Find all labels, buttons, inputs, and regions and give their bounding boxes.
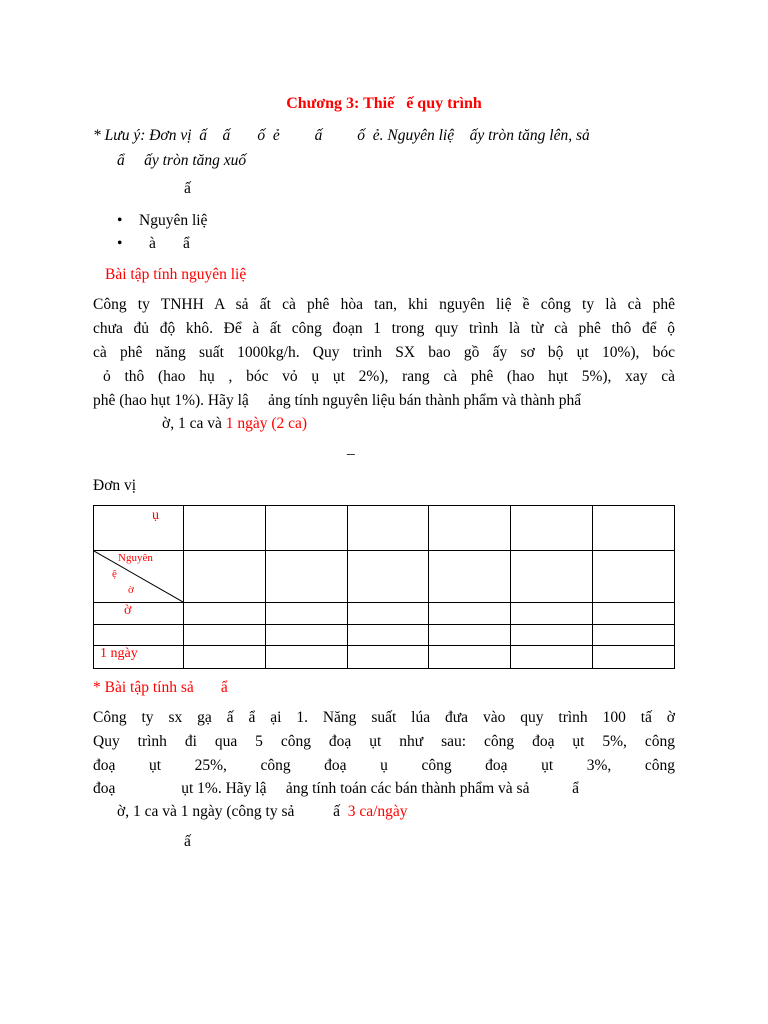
table-cell [511,506,593,551]
row-label-day: 1 ngày [94,646,184,669]
bullet-item-2: à ẩ [149,235,190,252]
diag-label-mid: ệ [112,568,117,580]
exercise1-line-1: Công ty TNHH A sả ất cà phê hòa tan, khi nguyên liệ ề công ty là cà phê [93,296,675,313]
table-cell [184,646,266,669]
row-label-hour: ờ [94,603,184,625]
table-cell [347,551,429,603]
exercise1-line-4: ỏ thô (hao hụ , bóc vỏ ụ ụt 2%), rang cà phê (hao hụt 5%), xay cà [103,368,675,385]
exercise2-line-5: ờ, 1 ca và 1 ngày (công ty sả ấ 3 ca/ngày [117,803,408,820]
exercise2-line-1: Công ty sx gạ ấ ẩ ại 1. Năng suất lúa đưa vào quy trình 100 tấ ờ [93,709,675,726]
table-cell [429,551,511,603]
row-label-shift [94,625,184,646]
data-table [93,505,675,669]
exercise2-line-3: đoạ ụt 25%, công đoạ ụ công đoạ ụt 3%, công [93,757,675,774]
exercise2-line-2: Quy trình đi qua 5 công đoạ ụt như sau: công đoạ ụt 5%, công [93,733,675,750]
exercise1-highlight: 1 ngày (2 ca) [225,415,308,432]
exercise1-line-5: phê (hao hụt 1%). Hãy lậ ảng tính nguyên liệu bán thành phẩm và thành phẩ [93,392,582,409]
dash-mark: _ [347,440,355,457]
table-cell [593,551,675,603]
exercise2-line-4: đoạ ụt 1%. Hãy lậ ảng tính toán các bán thành phẩm và sả ẩ [93,780,579,797]
diag-label-top: Nguyên [118,552,153,564]
table-header-cell: ụ [94,506,184,551]
table-cell [347,603,429,625]
note-line-3: ấ [184,180,191,197]
table-cell [593,506,675,551]
table-cell [347,646,429,669]
exercise1-line-2: chưa đủ độ khô. Để à ất công đoạn 1 trong quy trình là từ cà phê thô để ộ [93,320,675,337]
table-cell [265,551,347,603]
table-cell [184,506,266,551]
exercise1-line-3: cà phê năng suất 1000kg/h. Quy trình SX bao gồ ấy sơ bộ ụt 10%), bóc [93,344,675,361]
table-cell [511,625,593,646]
exercise1-heading: Bài tập tính nguyên liệ [105,266,247,283]
table-cell [184,625,266,646]
table-cell [593,646,675,669]
table-cell [265,506,347,551]
table-row [94,646,675,669]
table-cell [265,603,347,625]
table-cell [347,625,429,646]
table-row [94,506,675,551]
table-row [94,551,675,603]
note-line-2: ẩ ấy tròn tăng xuố [117,152,247,169]
diag-label-bot: ờ [128,584,134,596]
exercise2-final: ấ [184,833,191,850]
table-cell [511,603,593,625]
table-cell [593,603,675,625]
unit-label: Đơn vị [93,477,137,494]
table-cell [429,603,511,625]
table-cell [429,646,511,669]
bullet-marker-2: • [117,235,123,252]
table-row [94,625,675,646]
table-cell [429,506,511,551]
diagonal-header-cell [94,551,184,603]
exercise1-line-6: ờ, 1 ca và 1 ngày (2 ca) [162,415,308,432]
table-cell [511,551,593,603]
table-cell [347,506,429,551]
table-cell [184,603,266,625]
table-cell [184,551,266,603]
table-cell [265,646,347,669]
note-line-1: * Lưu ý: Đơn vị ấ ấ ố ẻ ấ ố ẻ. Nguyên liệ ấy tròn tăng lên, sả [93,127,590,144]
table-cell [429,625,511,646]
exercise2-highlight: 3 ca/ngày [347,803,408,820]
table-row [94,603,675,625]
bullet-marker-1: • [117,212,123,229]
chapter-title: Chương 3: Thiế ế quy trình [286,95,482,112]
table-cell [265,625,347,646]
table-cell [593,625,675,646]
table-cell [511,646,593,669]
bullet-item-1: Nguyên liệ [139,212,208,229]
exercise2-heading: * Bài tập tính sả ẩ [93,679,228,696]
